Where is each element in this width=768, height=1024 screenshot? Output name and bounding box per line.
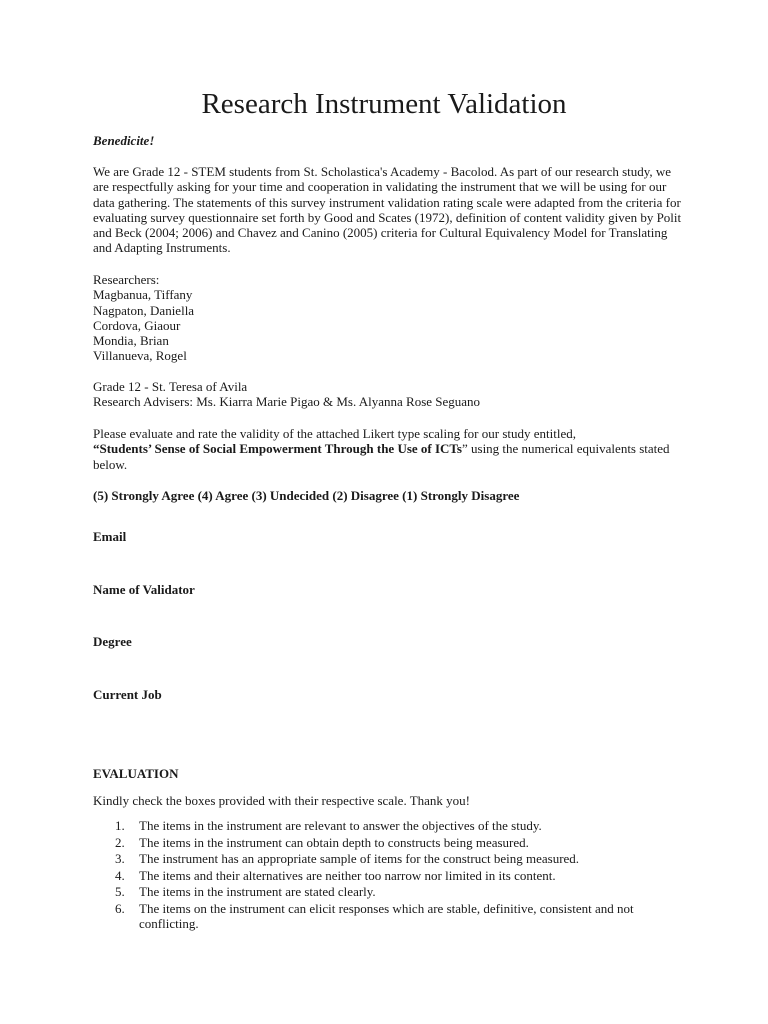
item-text: The items and their alternatives are neither too narrow nor limited in its content. xyxy=(139,867,556,883)
researchers-label: Researchers: xyxy=(93,272,160,287)
section-line: Grade 12 - St. Teresa of Avila xyxy=(93,379,248,394)
researcher-name: Villanueva, Rogel xyxy=(93,348,187,364)
researchers-block xyxy=(93,272,683,364)
researcher-name: Nagpaton, Daniella xyxy=(93,302,195,318)
list-item xyxy=(93,835,683,850)
item-number: 2. xyxy=(115,834,125,850)
item-text: The instrument has an appropriate sample of items for the construct being measured. xyxy=(139,851,580,867)
degree-label: Degree xyxy=(93,634,132,649)
advisers-line: Research Advisers: Ms. Kiarra Marie Pigao & Ms. Alyanna Rose Seguano xyxy=(93,394,481,410)
study-title: “Students’ Sense of Social Empowerment Through the Use of ICTs xyxy=(93,441,462,457)
criteria-list xyxy=(93,818,683,933)
list-item xyxy=(93,884,683,899)
list-item xyxy=(93,818,683,833)
item-number: 6. xyxy=(115,900,125,916)
rating-scale: (5) Strongly Agree (4) Agree (3) Undecided (2) Disagree (1) Strongly Disagree xyxy=(93,488,520,503)
page-title: Research Instrument Validation xyxy=(201,88,567,120)
evaluation-heading: EVALUATION xyxy=(93,766,179,781)
greeting: Benedicite! xyxy=(93,133,155,148)
intro-paragraph: We are Grade 12 - STEM students from St. Scholastica's Academy - Bacolod. As part of our research study, we are respectfully asking for your time and cooperation in validating the instrument that we will be using for our data gathering. The statements of this survey instrument validation rating scale were adapted from the criteria for evaluating survey questionnaire set forth by Good and Scates (1972), definition of content validity given by Polit and Beck (2004; 2006) and Chavez and Canino (2005) criteria for Cultural Equivalency Model for Translating and Adapting Instruments. xyxy=(93,164,682,256)
request-paragraph xyxy=(93,426,683,472)
current-job-label: Current Job xyxy=(93,687,162,702)
item-number: 5. xyxy=(115,884,125,900)
item-text: The items in the instrument are stated clearly. xyxy=(139,884,376,900)
evaluation-instruction: Kindly check the boxes provided with their respective scale. Thank you! xyxy=(93,793,471,808)
list-item xyxy=(93,868,683,883)
researcher-name: Cordova, Giaour xyxy=(93,317,181,333)
validator-name-label: Name of Validator xyxy=(93,582,195,597)
item-text: The items in the instrument are relevant to answer the objectives of the study. xyxy=(139,818,542,833)
list-item xyxy=(93,901,683,932)
request-prefix: Please evaluate and rate the validity of the attached Likert type scaling for our study entitled, xyxy=(93,426,576,441)
email-label: Email xyxy=(93,529,127,544)
item-text: The items in the instrument can obtain depth to constructs being measured. xyxy=(139,834,529,850)
list-item xyxy=(93,851,683,866)
class-info-block xyxy=(93,379,683,410)
request-suffix: ” using the numerical equivalents stated below. xyxy=(93,441,670,472)
item-number: 1. xyxy=(115,818,125,833)
item-number: 4. xyxy=(115,867,125,883)
researcher-name: Magbanua, Tiffany xyxy=(93,287,193,303)
item-text: The items on the instrument can elicit responses which are stable, definitive, consistent and not conflicting. xyxy=(139,900,634,932)
item-number: 3. xyxy=(115,851,125,867)
researcher-name: Mondia, Brian xyxy=(93,333,169,349)
